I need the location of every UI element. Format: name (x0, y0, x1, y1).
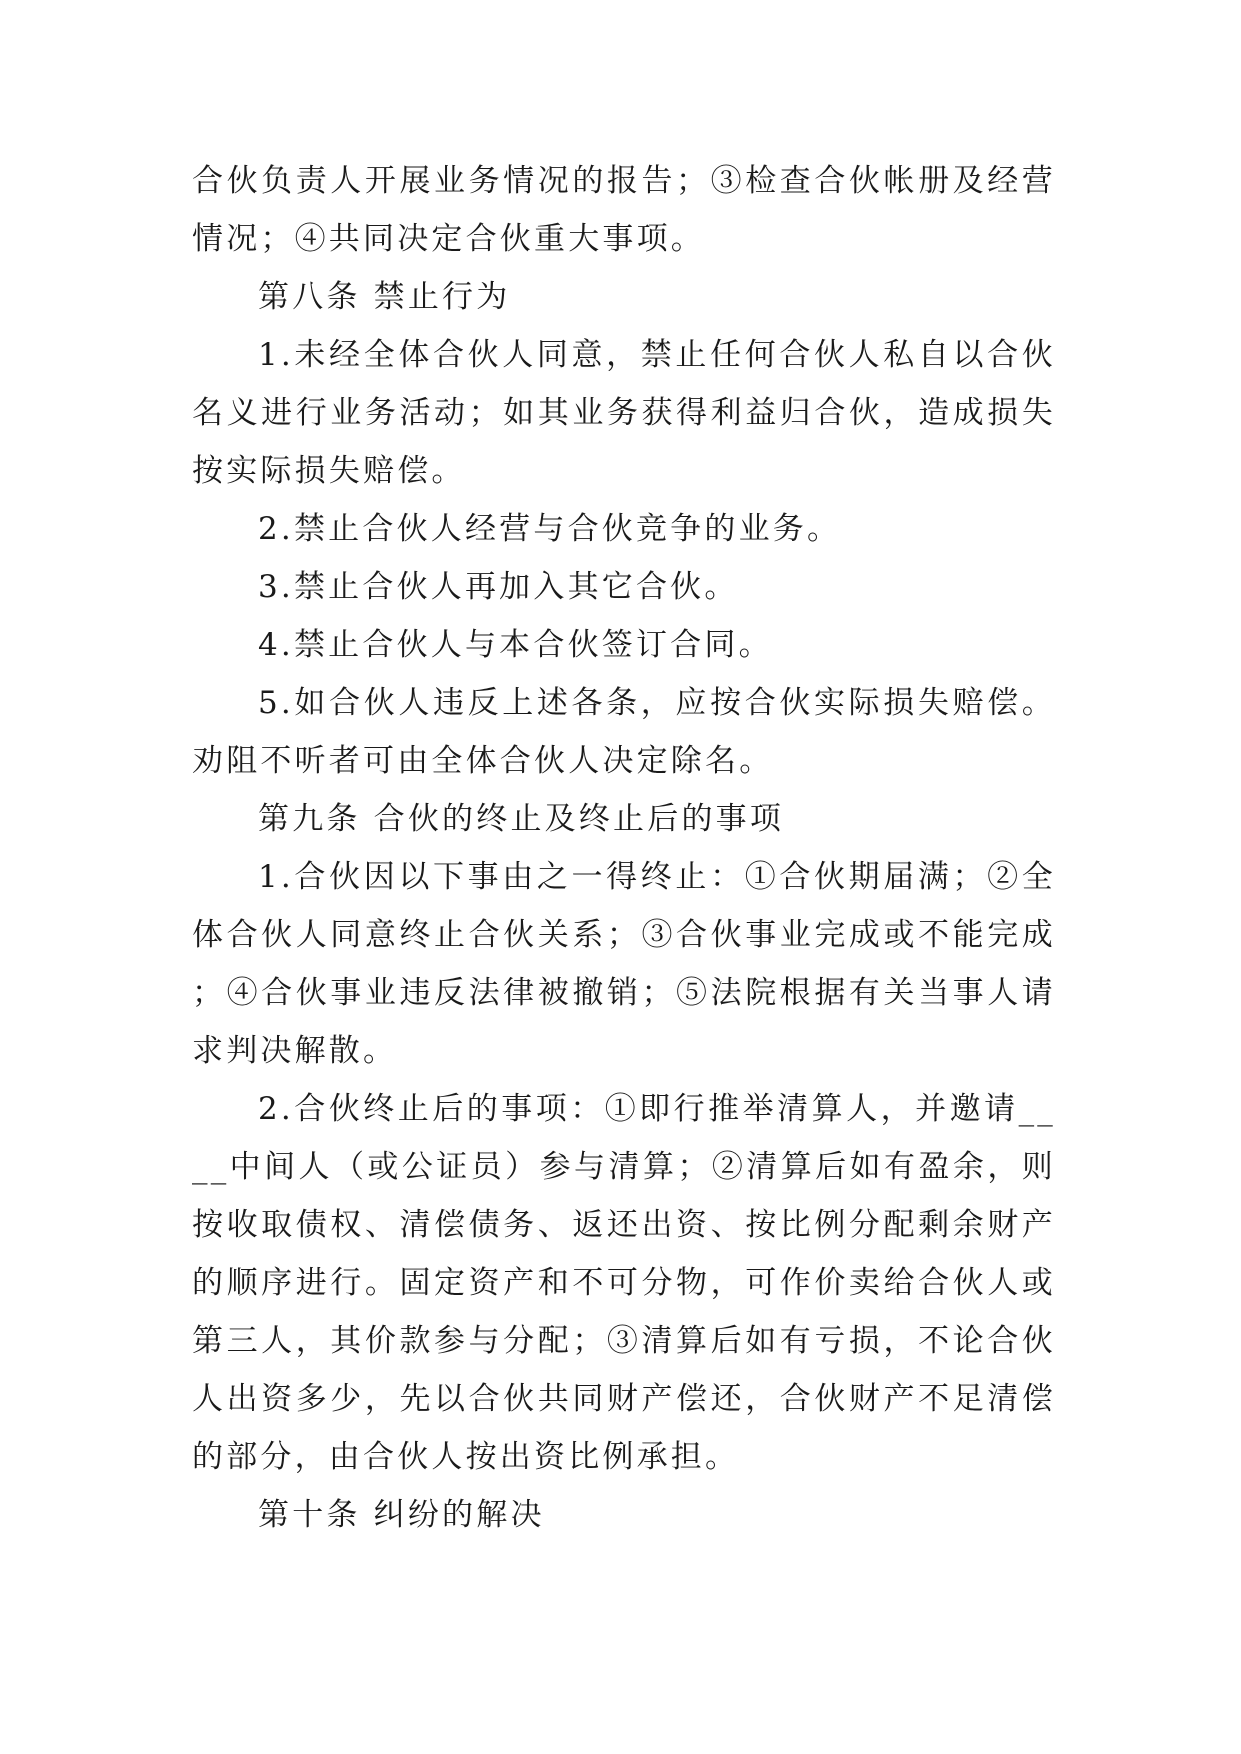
article-8-clause-2: 2.禁止合伙人经营与合伙竞争的业务。 (258, 511, 842, 547)
article-8-clause-1: 1.未经全体合伙人同意，禁止任何合伙人私自以合伙名义进行业务活动；如其业务获得利益归合伙，造成损失按实际损失赔偿。 (192, 337, 1056, 489)
article-9-clause-1: 1.合伙因以下事由之一得终止：①合伙期届满；②全体合伙人同意终止合伙关系；③合伙事业完成或不能完成；④合伙事业违反法律被撤销；⑤法院根据有关当事人请求判决解散。 (192, 859, 1056, 1069)
article-8-clause-3: 3.禁止合伙人再加入其它合伙。 (258, 569, 739, 605)
article-8-heading: 第八条 禁止行为 (258, 279, 511, 315)
document-page (192, 152, 1056, 1544)
article-9-heading: 第九条 合伙的终止及终止后的事项 (258, 801, 785, 837)
article-10-heading: 第十条 纠纷的解决 (258, 1497, 545, 1533)
article-8-clause-5: 5.如合伙人违反上述各条，应按合伙实际损失赔偿。劝阻不听者可由全体合伙人决定除名。 (192, 685, 1056, 779)
article-8-clause-4: 4.禁止合伙人与本合伙签订合同。 (258, 627, 773, 663)
article-9-clause-2: 2.合伙终止后的事项：①即行推举清算人，并邀请____中间人（或公证员）参与清算；②清算后如有盈余，则按收取债权、清偿债务、返还出资、按比例分配剩余财产的顺序进行。固定资产和不可分物，可作价卖给合伙人或第三人，其价款参与分配；③清算后如有亏损，不论合伙人出资多少，先以合伙共同财产偿还，合伙财产不足清偿的部分，由合伙人按出资比例承担。 (192, 1091, 1056, 1475)
paragraph-continuation: 合伙负责人开展业务情况的报告；③检查合伙帐册及经营情况；④共同决定合伙重大事项。 (192, 163, 1056, 257)
